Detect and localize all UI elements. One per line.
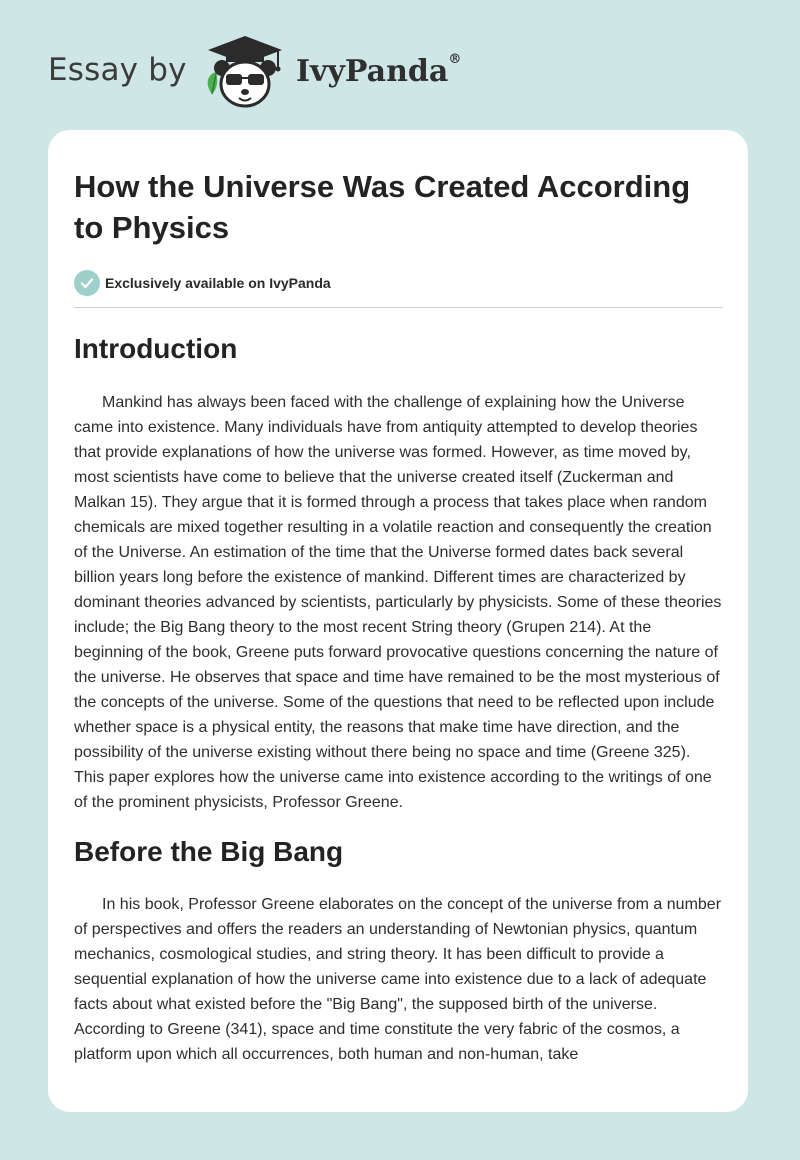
title-divider bbox=[74, 307, 723, 308]
essay-by-label: Essay by bbox=[48, 52, 187, 88]
check-circle-icon bbox=[74, 270, 100, 296]
section-paragraph-before-big-bang: In his book, Professor Greene elaborates on the concept of the universe from a number of perspectives and offers the readers an understanding of Newtonian physics, quantum mechanics, cosmological studies, and string theory. It has been difficult to provide a sequential explanation of how the universe came into existence due to a lack of adequate facts about what existed before the "Big Bang", the supposed birth of the universe. According to Greene (341), space and time constitute the very fabric of the cosmos, a platform upon which all occurrences, both human and non-human, take bbox=[74, 896, 722, 1063]
panda-graduate-icon bbox=[200, 34, 290, 110]
essay-card bbox=[48, 130, 748, 1112]
section-heading-introduction: Introduction bbox=[74, 333, 238, 364]
exclusive-badge bbox=[74, 270, 723, 296]
page-title: How the Universe Was Created According to Physics bbox=[74, 169, 691, 245]
section-heading-before-big-bang: Before the Big Bang bbox=[74, 836, 344, 867]
section-paragraph-introduction: Mankind has always been faced with the challenge of explaining how the Universe came into existence. Many individuals have from antiquity attempted to develop theories that provide explanations of how the universe was formed. However, as time moved by, most scientists have come to believe that the universe created itself (Zuckerman and Malkan 15). They argue that it is formed through a process that takes place when random chemicals are mixed together resulting in a volatile reaction and consequently the creation of the Universe. An estimation of the time that the Universe formed dates back several billion years long before the existence of mankind. Different times are characterized by dominant theories advanced by scientists, particularly by physicists. Some of these theories include; the Big Bang theory to the most recent String theory (Grupen 214). At the beginning of the book, Greene puts forward provocative questions concerning the nature of the universe. He observes that space and time have remained to be the most mysterious of the concepts of the universe. Some of the questions that need to be reflected upon include whether space is a physical entity, the reasons that make time have direction, and the possibility of the universe existing without there being no space and time (Greene 325). This paper explores how the universe came into existence according to the writings of one of the prominent physicists, Professor Greene. bbox=[74, 394, 722, 811]
brand-name[interactable]: IvyPanda® bbox=[296, 52, 462, 89]
badge-text: Exclusively available on IvyPanda bbox=[105, 275, 331, 291]
site-header bbox=[48, 30, 548, 110]
registered-mark: ® bbox=[448, 52, 462, 67]
